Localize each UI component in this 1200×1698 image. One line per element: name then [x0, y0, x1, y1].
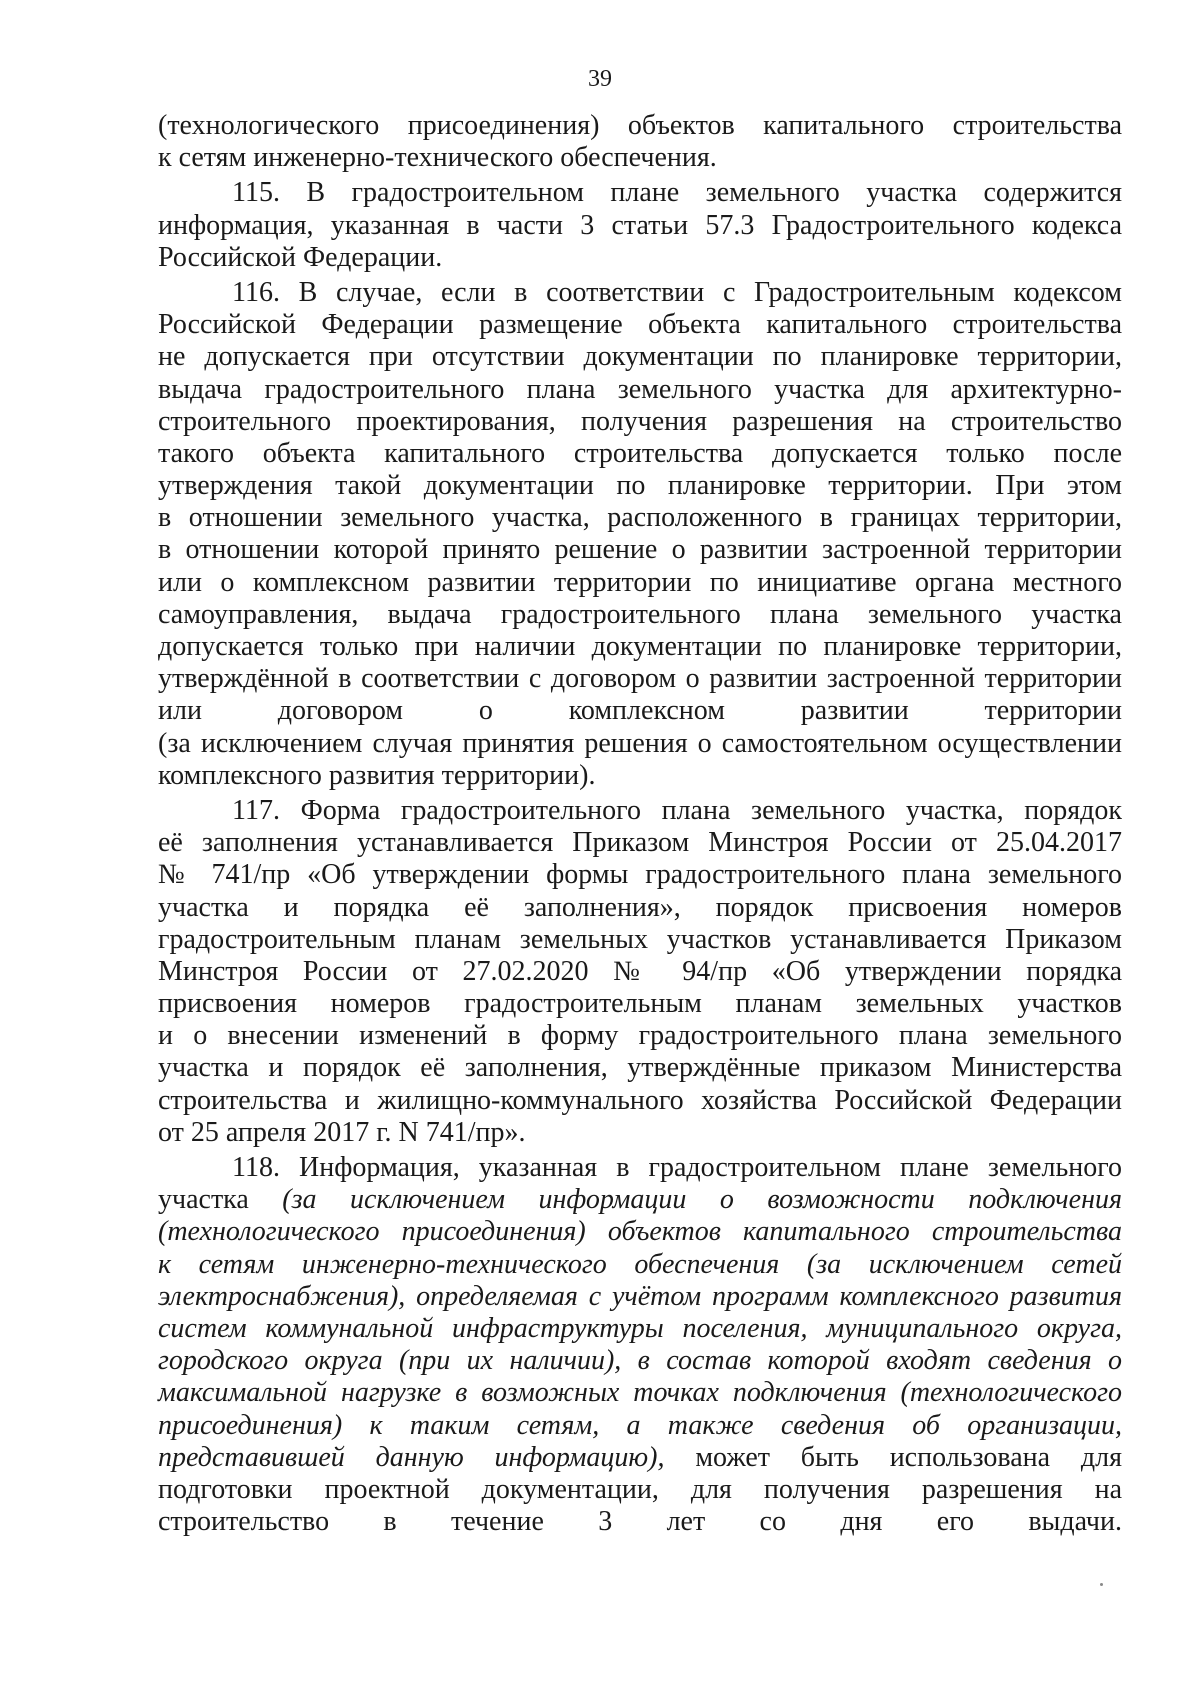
italic-line: городского округа (при их наличии), в состав которой входят сведения о	[158, 1345, 1122, 1377]
paragraph-116-start: 116. В случае, если в соответствии с Градостроительным кодексом	[232, 276, 1122, 308]
text-line: в отношении земельного участка, расположенного в границах территории,	[158, 502, 1122, 534]
text-line: строительство в течение 3 лет со дня его выдачи.	[158, 1506, 1122, 1538]
italic-fragment: представившей данную информацию),	[158, 1441, 665, 1473]
text-line: самоуправления, выдача градостроительного плана земельного участка	[158, 598, 1122, 630]
text-line: в отношении которой принято решение о развитии застроенной территории	[158, 534, 1122, 566]
text-fragment: может быть использована для	[664, 1441, 1122, 1473]
text-line: к сетям инженерно-технического обеспечения.	[158, 142, 717, 174]
text-line	[158, 1184, 1122, 1216]
italic-line: к сетям инженерно-технического обеспечения (за исключением сетей	[158, 1248, 1122, 1280]
text-line: участка и порядок её заполнения, утверждённые приказом Министерства	[158, 1052, 1122, 1084]
italic-line: присоединения) к таким сетям, а также сведения об организации,	[158, 1409, 1122, 1441]
text-line: (за исключением случая принятия решения о самостоятельном осуществлении	[158, 727, 1122, 759]
text-line: информация, указанная в части 3 статьи 57.3 Градостроительного кодекса	[158, 209, 1122, 241]
text-line: и о внесении изменений в форму градостроительного плана земельного	[158, 1020, 1122, 1052]
text-line: № 741/пр «Об утверждении формы градостроительного плана земельного	[158, 859, 1122, 891]
text-line: выдача градостроительного плана земельного участка для архитектурно-	[158, 373, 1122, 405]
italic-line: максимальной нагрузке в возможных точках подключения (технологического	[158, 1377, 1122, 1409]
paragraph-115-start: 115. В градостроительном плане земельного участка содержится	[232, 177, 1122, 209]
text-line: утверждённой в соответствии с договором о развитии застроенной территории	[158, 663, 1122, 695]
text-line: подготовки проектной документации, для получения разрешения на	[158, 1473, 1122, 1505]
text-line: Минстроя России от 27.02.2020 № 94/пр «Об утверждении порядка	[158, 955, 1122, 987]
text-fragment: участка	[158, 1184, 283, 1216]
text-line: строительства и жилищно-коммунального хозяйства Российской Федерации	[158, 1084, 1122, 1116]
text-line: допускается только при наличии документации по планировке территории,	[158, 631, 1122, 662]
text-line	[158, 1442, 1122, 1474]
scan-speck	[1100, 1583, 1103, 1586]
text-line: (технологического присоединения) объектов капитального строительства	[158, 110, 1122, 141]
text-line: градостроительным планам земельных участков устанавливается Приказом	[158, 923, 1122, 955]
text-line: такого объекта капитального строительства допускается только после	[158, 437, 1122, 469]
page-number: 39	[588, 66, 612, 92]
text-line: строительного проектирования, получения разрешения на строительство	[158, 405, 1122, 437]
italic-fragment: (за исключением информации о возможности подключения	[282, 1184, 1123, 1216]
paragraph-118-start: 118. Информация, указанная в градостроительном плане земельного	[232, 1152, 1122, 1183]
text-line: не допускается при отсутствии документации по планировке территории,	[158, 341, 1122, 373]
text-line: утверждения такой документации по планировке территории. При этом	[158, 470, 1122, 502]
text-line: комплексного развития территории).	[158, 759, 596, 791]
text-line: участка и порядка её заполнения», порядок присвоения номеров	[158, 891, 1122, 923]
italic-line: электроснабжения), определяемая с учётом программ комплексного развития	[158, 1280, 1122, 1312]
document-body	[158, 110, 1122, 1538]
text-line: от 25 апреля 2017 г. N 741/пр».	[158, 1116, 526, 1148]
text-line: Российской Федерации размещение объекта капитального строительства	[158, 309, 1122, 341]
italic-line: (технологического присоединения) объектов капитального строительства	[158, 1216, 1122, 1248]
text-line: или о комплексном развитии территории по инициативе органа местного	[158, 566, 1122, 598]
text-line: её заполнения устанавливается Приказом Минстроя России от 25.04.2017	[158, 827, 1122, 859]
text-line: Российской Федерации.	[158, 241, 443, 273]
text-line: или договором о комплексном развитии территории	[158, 695, 1122, 727]
text-line: присвоения номеров градостроительным планам земельных участков	[158, 988, 1122, 1020]
italic-line: систем коммунальной инфраструктуры поселения, муниципального округа,	[158, 1312, 1122, 1344]
paragraph-117-start: 117. Форма градостроительного плана земельного участка, порядок	[232, 794, 1122, 826]
